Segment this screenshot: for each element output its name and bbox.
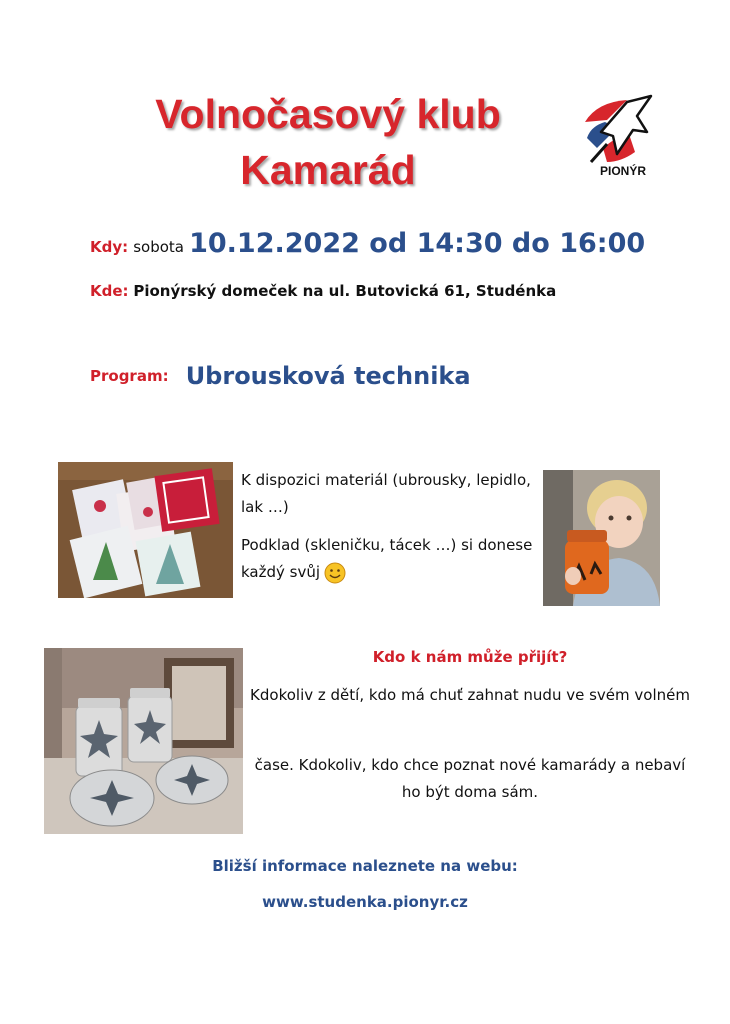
- jars-coasters-photo: [44, 648, 243, 834]
- program-name: Ubrousková technika: [185, 362, 471, 390]
- title-line-2: Kamarád: [240, 147, 416, 193]
- who-title: Kdo k nám může přijít?: [372, 648, 568, 666]
- program-label: Program:: [90, 367, 169, 385]
- napkins-photo: [58, 462, 233, 598]
- podklad-paragraph: [241, 532, 533, 586]
- where-row: [90, 282, 556, 300]
- title-line-1: Volnočasový klub: [155, 91, 501, 137]
- where-label: Kde:: [90, 282, 129, 300]
- where-place: Pionýrský domeček na ul. Butovická 61, Studénka: [133, 282, 557, 300]
- who-text-1: Kdokoliv z dětí, kdo má chuť zahnat nudu ve svém volném: [250, 686, 690, 704]
- info-text: Bližší informace naleznete na webu:: [212, 857, 518, 875]
- material-text: K dispozici materiál (ubrousky, lepidlo, lak …): [241, 471, 531, 516]
- when-label: Kdy:: [90, 238, 129, 256]
- child-with-jar-photo: [543, 470, 660, 606]
- when-datetime: 10.12.2022 od 14:30 do 16:00: [189, 228, 646, 259]
- program-row: [90, 362, 471, 390]
- podklad-text: Podklad (skleničku, tácek …) si donese každý svůj: [241, 536, 533, 581]
- who-text-2: čase. Kdokoliv, kdo chce poznat nové kamarády a nebaví ho být doma sám.: [254, 756, 686, 801]
- when-row: [90, 228, 645, 259]
- when-day: sobota: [133, 238, 184, 256]
- web-link[interactable]: www.studenka.pionyr.cz: [262, 893, 468, 911]
- smiley-icon: [324, 562, 346, 584]
- logo-text: PIONÝR: [599, 164, 646, 178]
